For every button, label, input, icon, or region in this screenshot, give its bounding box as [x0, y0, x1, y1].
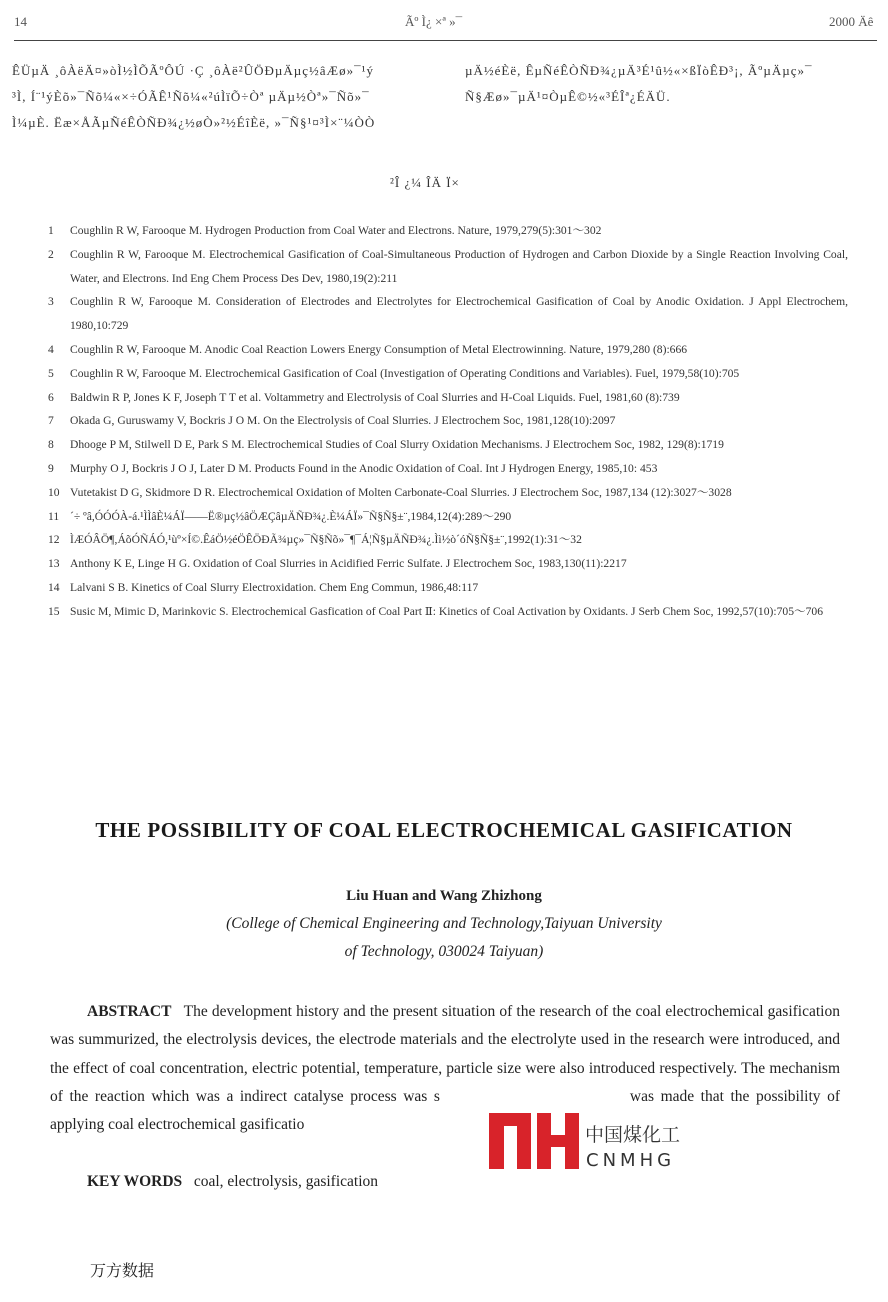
reference-text: Coughlin R W, Farooque M. Anodic Coal Reaction Lowers Energy Consumption of Metal Electrowinning. Nature, 1979,280 (8):666	[70, 342, 688, 356]
reference-number: 1	[48, 224, 54, 237]
garbled-line: ÊÜµÄ ¸ôÀëÄ¤»òÌ½ÌÕÃºÔÚ ·Ç ¸ôÀë²ÛÖÐµÄµç½âÆø»¯¹ý	[12, 63, 374, 78]
reference-text: Okada G, Guruswamy V, Bockris J O M. On the Electrolysis of Coal Slurries. J Electrochem Soc, 1981,128(10):2097	[70, 414, 616, 428]
logo-latin-text: CNMHG	[586, 1150, 676, 1171]
reference-item	[48, 505, 848, 529]
reference-number: 8	[48, 438, 54, 452]
garbled-line: Ñ§Æø»¯µÄ¹¤ÒµÊ©½«³ÉÎª¿ÉÄÜ.	[465, 89, 671, 104]
reference-item	[48, 433, 848, 457]
reference-item	[48, 576, 848, 600]
reference-item	[48, 290, 848, 338]
reference-number: 11	[48, 509, 60, 523]
reference-text: Vutetakist D G, Skidmore D R. Electrochemical Oxidation of Molten Carbonate-Coal Slurries. J Electrochem Soc, 1987,134 (12):3027～3028	[70, 485, 732, 499]
garbled-line: Ì¼µÈ. Ëæ×ÅÃµÑéÊÒÑÐ¾¿½øÒ»²½ÉîÈë, »¯Ñ§¹¤³Ì×¨¼ÒÒ	[12, 115, 376, 130]
reference-text: Coughlin R W, Farooque M. Hydrogen Production from Coal Water and Electrons. Nature, 1979,279(5):301～302	[70, 224, 602, 237]
page-number: 14	[14, 14, 27, 29]
reference-number: 5	[48, 366, 54, 380]
reference-item	[48, 338, 848, 362]
reference-text: Baldwin R P, Jones K F, Joseph T T et al. Voltammetry and Electrolysis of Coal Slurries and H-Coal Liquids. Fuel, 1981,60 (8):739	[70, 390, 680, 404]
running-head: Ãº Ì¿ ×ª »¯	[405, 14, 463, 29]
reference-item	[48, 409, 848, 433]
reference-number: 4	[48, 342, 54, 356]
garbled-line: µÄ½éÈë, ÊµÑéÊÒÑÐ¾¿µÄ³É¹û½«×ßÏòÊÐ³¡, ÃºµÄµç»¯	[465, 63, 813, 78]
reference-item	[48, 243, 848, 291]
keywords-label: KEY WORDS	[87, 1173, 183, 1190]
reference-item	[48, 481, 848, 505]
reference-item	[48, 362, 848, 386]
reference-number: 13	[48, 557, 60, 571]
reference-text: ´÷ ºâ,ÓÓÓÀ-á.¹ÌÌâÈ¼ÁÏ——Ë®µç½âÖÆÇâµÄÑÐ¾¿.È¼ÁÏ»¯Ñ§Ñ§±¨,1984,12(4):289～290	[70, 509, 512, 523]
references-heading: ²Î ¿¼ ÎÄ Ï×	[390, 175, 460, 190]
reference-number: 15	[48, 604, 60, 618]
reference-text: Susic M, Mimic D, Marinkovic S. Electrochemical Gasfication of Coal Part Ⅱ: Kinetics of Coal Activation by Oxidants. J Serb Chem Soc, 1992,57(10):705～706	[70, 604, 823, 618]
reference-item	[48, 457, 848, 481]
reference-text: Murphy O J, Bockris J O J, Later D M. Products Found in the Anodic Oxidation of Coal. Int J Hydrogen Energy, 1985,10: 453	[70, 461, 658, 475]
reference-number: 14	[48, 580, 60, 594]
reference-list	[48, 219, 848, 624]
header-year: 2000 Äê	[829, 14, 874, 29]
garbled-line: ³Ì, Í¨¹ýÈõ»¯Ñõ¼«×÷ÓÃÊ¹Ñõ¼«²úÌïÕ÷Òª µÄµ½Òª»¯Ñõ»¯	[12, 89, 370, 104]
garbled-right-column	[465, 58, 812, 110]
reference-number: 3	[48, 295, 54, 309]
reference-number: 6	[48, 390, 54, 404]
site-logo	[487, 1111, 692, 1173]
paper-authors: Liu Huan and Wang Zhizhong	[346, 888, 542, 904]
affiliation-line-1: (College of Chemical Engineering and Technology,Taiyuan University	[226, 915, 662, 932]
affiliation-line-2: of Technology, 030024 Taiyuan)	[344, 943, 544, 960]
reference-item	[48, 219, 848, 243]
reference-item	[48, 600, 848, 624]
source-watermark: 万方数据	[90, 1261, 155, 1280]
reference-number: 10	[48, 485, 60, 499]
abstract-tail: was made that the possibility of applying coal electrochemical gasificatio	[50, 1087, 840, 1134]
reference-item	[48, 386, 848, 410]
garbled-left-column	[12, 58, 375, 136]
abstract-text: The development history and the present situation of the research of the coal electrochemical gasification was summurized, the electrolysis devices, the electrode materials and the electrolyte used in the research were introduced, and the effect of coal concentration, electric potential, temperature, particle size were also introduced respectively. The mechanism of the reaction which was a indirect catalyse process was s	[50, 1003, 840, 1105]
reference-text: Lalvani S B. Kinetics of Coal Slurry Electroxidation. Chem Eng Commun, 1986,48:117	[70, 580, 479, 594]
abstract-label: ABSTRACT	[87, 1003, 172, 1020]
reference-number: 9	[48, 461, 54, 475]
reference-number: 7	[48, 414, 54, 428]
keywords-text: coal, electrolysis, gasification	[193, 1173, 379, 1190]
paper-title: THE POSSIBILITY OF COAL ELECTROCHEMICAL GASIFICATION	[95, 818, 793, 842]
logo-mark-icon	[487, 1111, 692, 1173]
logo-chinese-text: 中国煤化工	[585, 1124, 681, 1146]
reference-text: Coughlin R W, Farooque M. Consideration of Electrodes and Electrolytes for Electrochemical Gasification of Coal by Anodic Oxidation. J Appl Electrochem, 1980,10:729	[70, 295, 848, 333]
reference-item	[48, 552, 848, 576]
header-rule	[14, 40, 877, 41]
reference-item	[48, 528, 848, 552]
reference-number: 12	[48, 533, 60, 547]
reference-text: Coughlin R W, Farooque M. Electrochemical Gasification of Coal (Investigation of Operating Conditions and Variables). Fuel, 1979,58(10):705	[70, 366, 740, 380]
reference-text: Coughlin R W, Farooque M. Electrochemical Gasification of Coal-Simultaneous Production of Hydrogen and Carbon Dioxide by a Single Reaction Involving Coal, Water, and Electrons. Ind Eng Chem Process Des Dev, 1980,19(2):211	[70, 247, 848, 285]
abstract	[50, 998, 840, 1139]
reference-text: ÌÆÓÂÖ¶,ÁõÓÑÁÓ,¹ùº×Í©.ÊáÖ½éÖÊÖÐÃ¾µç»¯Ñ§Ñõ»¯¶¯Á¦Ñ§µÄÑÐ¾¿.Ìì½ò´óÑ§Ñ§±¨,1992(1):31～32	[70, 533, 582, 547]
reference-text: Dhooge P M, Stilwell D E, Park S M. Electrochemical Studies of Coal Slurry Oxidation Mechanisms. J Electrochem Soc, 1982, 129(8):1719	[70, 438, 724, 452]
reference-number: 2	[48, 247, 54, 261]
reference-text: Anthony K E, Linge H G. Oxidation of Coal Slurries in Acidified Ferric Sulfate. J Electrochem Soc, 1983,130(11):2217	[70, 557, 627, 571]
